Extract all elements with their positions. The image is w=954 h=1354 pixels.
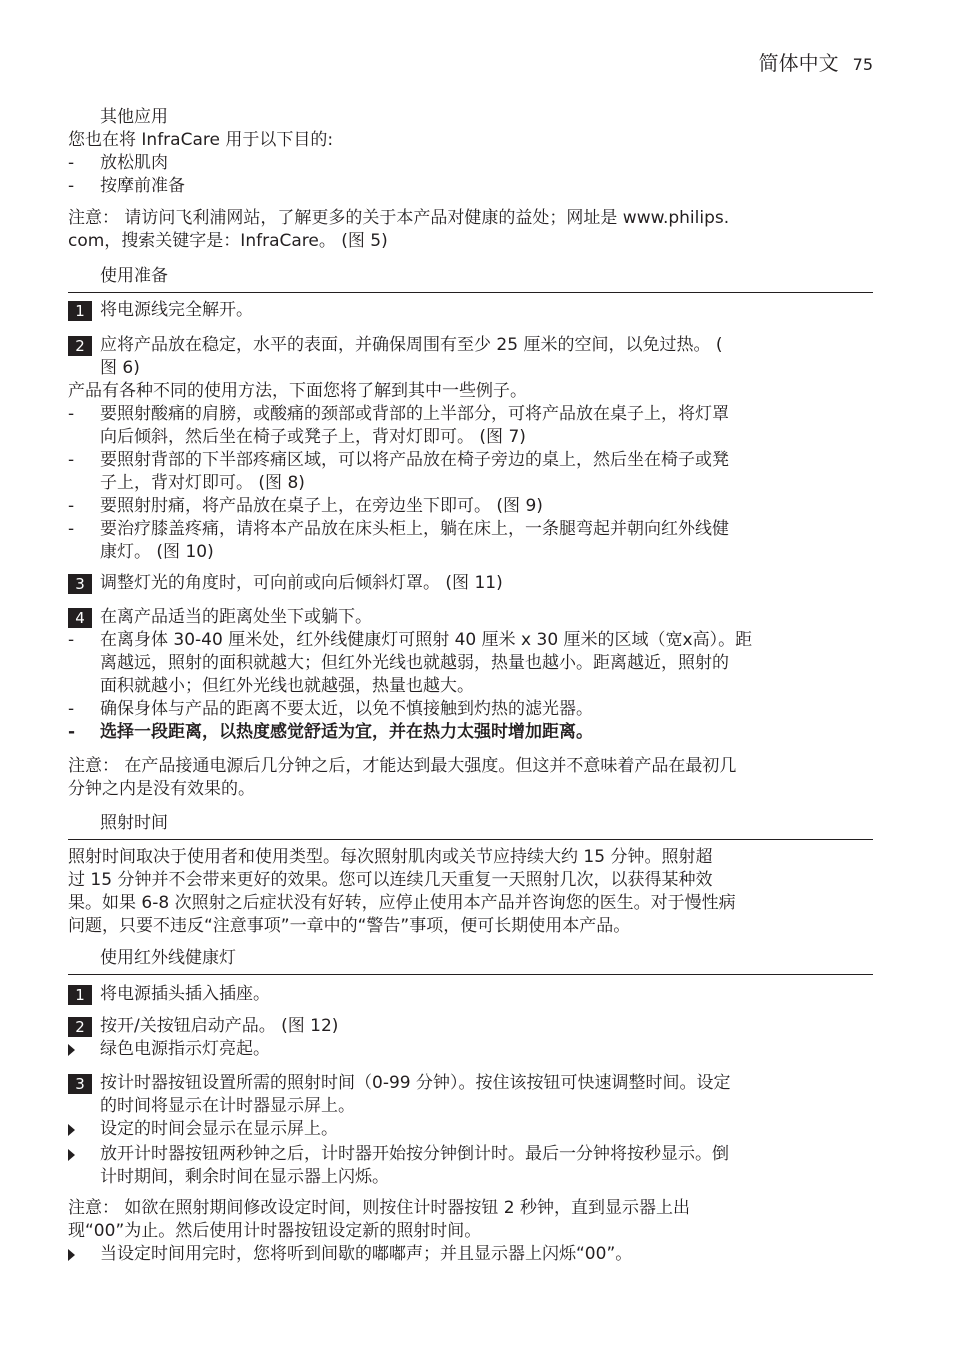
note: 注意： 请访问飞利浦网站，了解更多的关于本产品对健康的益处；网址是 www.philips. com，搜索关键字是：InfraCare。 (图 5): [68, 208, 730, 251]
list-item: - 要照射背部的下半部疼痛区域，可以将产品放在椅子旁边的桌上，然后坐在椅子或凳 子上，背对灯即可。 (图 8): [68, 450, 729, 493]
result-arrow-icon: [68, 1149, 75, 1161]
note: 注意： 如欲在照射期间修改设定时间，则按住计时器按钮 2 秒钟，直到显示器上出 现“00”为止。然后使用计时器按钮设定新的照射时间。 当设定时间用完时，您将听到间歇的嘟嘟声；并且显示器上闪烁“00”。: [68, 1197, 873, 1268]
page-number: 75: [852, 55, 873, 74]
result-item: 放开计时器按钮两秒钟之后，计时器开始按分钟倒计时。最后一分钟将按秒显示。倒 计时期间，剩余时间在显示器上闪烁。: [68, 1143, 873, 1189]
section-title-use: 使用红外线健康灯: [68, 947, 873, 975]
step-2: 2 按开/关按钮启动产品。 (图 12) 绿色电源指示灯亮起。: [68, 1015, 873, 1063]
result-arrow-icon: [68, 1249, 75, 1261]
list-item: - 确保身体与产品的距离不要太近，以免不慎接触到灼热的滤光器。: [68, 699, 593, 719]
list-item: - 选择一段距离，以热度感觉舒适为宜，并在热力太强时增加距离。: [68, 722, 593, 742]
list-item: - 要照射肘痛，将产品放在桌子上，在旁边坐下即可。 (图 9): [68, 496, 543, 516]
step-4: 4 在离产品适当的距离处坐下或躺下。 - 在离身体 30-40 厘米处，红外线健康灯可照射 40 厘米 x 30 厘米的区域（宽x高）。距 离越远，照射的面积就越大；但红外光线也就越弱，热量也越小。距离越近，照射的 面积就越小；但红外光线也就越强，热量也越大。 - 确保身体与产品的距离不要太近，以免不慎接触到灼热的滤光器。 - 选择一段距离，以热度感觉舒适为宜，并在热力太强时增加距离。: [68, 606, 873, 744]
result-item: 设定的时间会显示在显示屏上。: [68, 1118, 873, 1143]
paragraph: 产品有各种不同的使用方法，下面您将了解到其中一些例子。: [68, 381, 527, 401]
section-title: 其他应用: [100, 107, 168, 127]
step-3: 3 调整灯光的角度时，可向前或向后倾斜灯罩。 (图 11): [68, 572, 873, 595]
result-item: 当设定时间用完时，您将听到间歇的嘟嘟声；并且显示器上闪烁“00”。: [68, 1243, 873, 1268]
step-1: 1 将电源线完全解开。: [68, 299, 873, 322]
other-uses-section: [68, 106, 873, 198]
step-1: 1 将电源插头插入插座。: [68, 983, 873, 1006]
list-item: - 按摩前准备: [68, 176, 185, 196]
list-item: - 要治疗膝盖疼痛，请将本产品放在床头柜上，躺在床上，一条腿弯起并朝向红外线健 康灯。 (图 10): [68, 519, 729, 562]
paragraph: 您也在将 InfraCare 用于以下目的:: [68, 130, 334, 150]
paragraph: 照射时间取决于使用者和使用类型。每次照射肌肉或关节应持续大约 15 分钟。照射超 过 15 分钟并不会带来更好的效果。您可以连续几天重复一天照射几次，以获得某种效 果。如果 6-8 次照射之后症状没有好转，应停止使用本产品并咨询您的医生。对于慢性病 问题，只要不违反“注意事项”一章中的“警告”事项，便可长期使用本产品。: [68, 847, 736, 936]
section-title-time: 照射时间: [68, 812, 873, 840]
page-header: [759, 47, 873, 76]
list-item: - 在离身体 30-40 厘米处，红外线健康灯可照射 40 厘米 x 30 厘米的区域（宽x高）。距 离越远，照射的面积就越大；但红外光线也就越弱，热量也越小。距离越近，照射的 面积就越小；但红外光线也就越强，热量也越大。: [68, 630, 753, 696]
result-arrow-icon: [68, 1124, 75, 1136]
list-item: - 放松肌肉: [68, 153, 168, 173]
step-2: 2 应将产品放在稳定，水平的表面，并确保周围有至少 25 厘米的空间，以免过热。 ( 图 6) 产品有各种不同的使用方法，下面您将了解到其中一些例子。 - 要照射酸痛的肩膀，或酸痛的颈部或背部的上半部分，可将产品放在桌子上，将灯罩 向后倾斜，然后坐在椅子或凳子上，背对灯即可。 (图 7) - 要照射背部的下半部疼痛区域，可以将产品放在椅子旁边的桌上，然后坐在椅子或凳 子上，背对灯即可。 (图 8) - 要照射肘痛，将产品放在桌子上，在旁边坐下即可。 (图 9) - 要治疗膝盖疼痛，请将本产品放在床头柜上，躺在床上，一条腿弯起并朝向红外线健 康灯。 (图 10): [68, 334, 873, 564]
step-3: 3 按计时器按钮设置所需的照射时间（0-99 分钟）。按住该按钮可快速调整时间。设定 的时间将显示在计时器显示屏上。 设定的时间会显示在显示屏上。 放开计时器按钮两秒钟之后，计时器开始按分钟倒计时。最后一分钟将按秒显示。倒 计时期间，剩余时间在显示器上闪烁。: [68, 1072, 873, 1189]
result-arrow-icon: [68, 1044, 75, 1056]
list-item: - 要照射酸痛的肩膀，或酸痛的颈部或背部的上半部分，可将产品放在桌子上，将灯罩 向后倾斜，然后坐在椅子或凳子上，背对灯即可。 (图 7): [68, 404, 729, 447]
result-item: 绿色电源指示灯亮起。: [68, 1038, 873, 1063]
section-title-prep: 使用准备: [68, 265, 873, 293]
language-label: 简体中文: [758, 51, 839, 75]
note: 注意： 在产品接通电源后几分钟之后，才能达到最大强度。但这并不意味着产品在最初几 分钟之内是没有效果的。: [68, 756, 737, 799]
